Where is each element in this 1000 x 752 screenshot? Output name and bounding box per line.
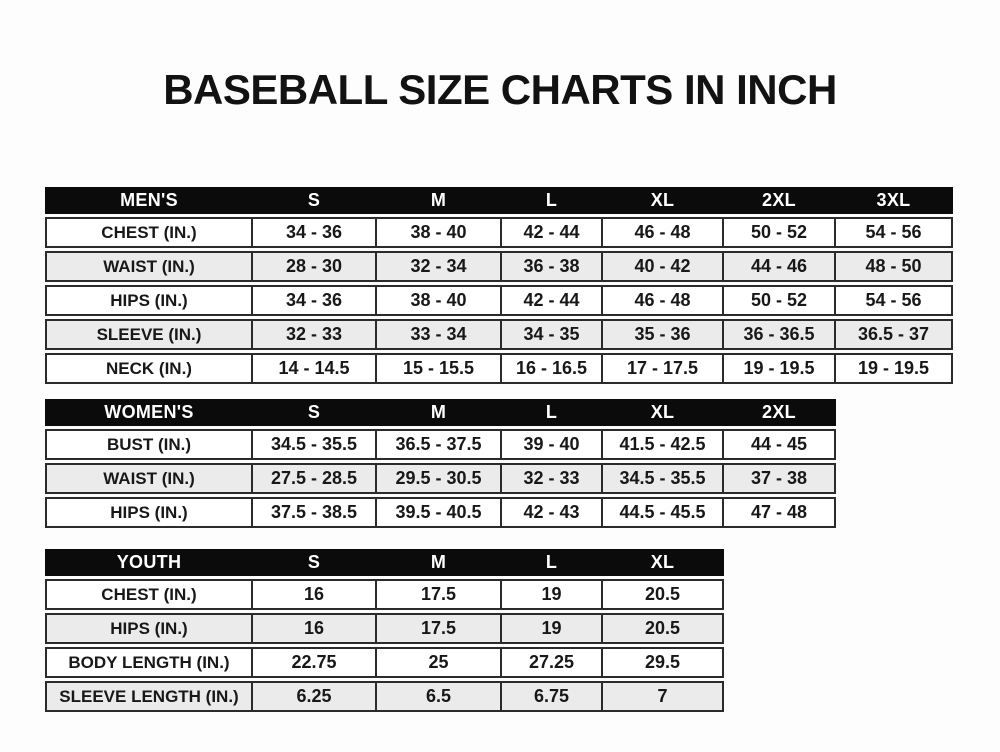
- womens-size-header: S: [253, 399, 377, 426]
- size-value-cell: 39.5 - 40.5: [377, 497, 502, 528]
- youth-size-header: XL: [603, 549, 724, 576]
- size-value-cell: 19 - 19.5: [724, 353, 836, 384]
- table-row: [45, 613, 724, 644]
- size-value-cell: 29.5: [603, 647, 724, 678]
- size-value-cell: 19: [502, 613, 603, 644]
- size-value-cell: 42 - 44: [502, 285, 603, 316]
- mens-size-header: XL: [603, 187, 724, 214]
- womens-size-table: [45, 396, 836, 531]
- table-row: [45, 681, 724, 712]
- size-value-cell: 34 - 36: [253, 285, 377, 316]
- size-value-cell: 28 - 30: [253, 251, 377, 282]
- size-value-cell: 39 - 40: [502, 429, 603, 460]
- youth-group-label: YOUTH: [45, 549, 253, 576]
- measurement-label: SLEEVE (IN.): [45, 319, 253, 350]
- size-value-cell: 27.5 - 28.5: [253, 463, 377, 494]
- size-value-cell: 16: [253, 613, 377, 644]
- size-value-cell: 34.5 - 35.5: [253, 429, 377, 460]
- size-value-cell: 17.5: [377, 579, 502, 610]
- size-value-cell: 6.75: [502, 681, 603, 712]
- size-value-cell: 54 - 56: [836, 285, 953, 316]
- table-row: [45, 285, 953, 316]
- size-value-cell: 25: [377, 647, 502, 678]
- size-value-cell: 34 - 35: [502, 319, 603, 350]
- size-value-cell: 34.5 - 35.5: [603, 463, 724, 494]
- table-row: [45, 497, 836, 528]
- size-value-cell: 35 - 36: [603, 319, 724, 350]
- size-value-cell: 50 - 52: [724, 217, 836, 248]
- size-value-cell: 47 - 48: [724, 497, 836, 528]
- page-title: BASEBALL SIZE CHARTS IN INCH: [163, 66, 837, 113]
- measurement-label: NECK (IN.): [45, 353, 253, 384]
- table-row: [45, 429, 836, 460]
- size-value-cell: 42 - 43: [502, 497, 603, 528]
- size-value-cell: 44 - 45: [724, 429, 836, 460]
- size-value-cell: 54 - 56: [836, 217, 953, 248]
- size-value-cell: 42 - 44: [502, 217, 603, 248]
- size-value-cell: 32 - 34: [377, 251, 502, 282]
- mens-size-header: 2XL: [724, 187, 836, 214]
- size-value-cell: 36 - 38: [502, 251, 603, 282]
- size-value-cell: 37 - 38: [724, 463, 836, 494]
- size-value-cell: 19 - 19.5: [836, 353, 953, 384]
- measurement-label: CHEST (IN.): [45, 579, 253, 610]
- size-value-cell: 6.25: [253, 681, 377, 712]
- size-value-cell: 44 - 46: [724, 251, 836, 282]
- mens-size-header: M: [377, 187, 502, 214]
- size-value-cell: 27.25: [502, 647, 603, 678]
- size-value-cell: 22.75: [253, 647, 377, 678]
- size-value-cell: 37.5 - 38.5: [253, 497, 377, 528]
- size-value-cell: 46 - 48: [603, 217, 724, 248]
- measurement-label: BUST (IN.): [45, 429, 253, 460]
- size-value-cell: 38 - 40: [377, 217, 502, 248]
- size-value-cell: 19: [502, 579, 603, 610]
- size-value-cell: 32 - 33: [502, 463, 603, 494]
- womens-header-row: [45, 399, 836, 426]
- measurement-label: HIPS (IN.): [45, 285, 253, 316]
- mens-group-label: MEN'S: [45, 187, 253, 214]
- mens-header-row: [45, 187, 953, 214]
- table-row: [45, 353, 953, 384]
- size-value-cell: 16 - 16.5: [502, 353, 603, 384]
- mens-size-header: S: [253, 187, 377, 214]
- measurement-label: HIPS (IN.): [45, 497, 253, 528]
- table-row: [45, 463, 836, 494]
- table-row: [45, 251, 953, 282]
- size-value-cell: 44.5 - 45.5: [603, 497, 724, 528]
- youth-size-header: M: [377, 549, 502, 576]
- size-value-cell: 50 - 52: [724, 285, 836, 316]
- youth-header-row: [45, 549, 724, 576]
- table-row: [45, 217, 953, 248]
- size-value-cell: 16: [253, 579, 377, 610]
- table-row: [45, 579, 724, 610]
- size-value-cell: 46 - 48: [603, 285, 724, 316]
- size-value-cell: 32 - 33: [253, 319, 377, 350]
- womens-size-header: XL: [603, 399, 724, 426]
- womens-group-label: WOMEN'S: [45, 399, 253, 426]
- youth-size-header: S: [253, 549, 377, 576]
- measurement-label: HIPS (IN.): [45, 613, 253, 644]
- measurement-label: CHEST (IN.): [45, 217, 253, 248]
- size-value-cell: 20.5: [603, 579, 724, 610]
- size-value-cell: 17.5: [377, 613, 502, 644]
- youth-size-table: [45, 546, 724, 715]
- mens-size-header: L: [502, 187, 603, 214]
- size-value-cell: 29.5 - 30.5: [377, 463, 502, 494]
- size-value-cell: 41.5 - 42.5: [603, 429, 724, 460]
- size-value-cell: 6.5: [377, 681, 502, 712]
- womens-size-header: L: [502, 399, 603, 426]
- measurement-label: WAIST (IN.): [45, 463, 253, 494]
- table-row: [45, 647, 724, 678]
- size-value-cell: 14 - 14.5: [253, 353, 377, 384]
- size-value-cell: 40 - 42: [603, 251, 724, 282]
- size-value-cell: 38 - 40: [377, 285, 502, 316]
- size-value-cell: 48 - 50: [836, 251, 953, 282]
- table-row: [45, 319, 953, 350]
- size-value-cell: 20.5: [603, 613, 724, 644]
- size-value-cell: 7: [603, 681, 724, 712]
- womens-size-header: M: [377, 399, 502, 426]
- size-value-cell: 36 - 36.5: [724, 319, 836, 350]
- size-value-cell: 34 - 36: [253, 217, 377, 248]
- womens-size-header: 2XL: [724, 399, 836, 426]
- mens-size-table: [45, 184, 953, 387]
- size-value-cell: 36.5 - 37: [836, 319, 953, 350]
- size-value-cell: 33 - 34: [377, 319, 502, 350]
- size-value-cell: 15 - 15.5: [377, 353, 502, 384]
- size-value-cell: 36.5 - 37.5: [377, 429, 502, 460]
- measurement-label: WAIST (IN.): [45, 251, 253, 282]
- size-value-cell: 17 - 17.5: [603, 353, 724, 384]
- youth-size-header: L: [502, 549, 603, 576]
- mens-size-header: 3XL: [836, 187, 953, 214]
- measurement-label: SLEEVE LENGTH (IN.): [45, 681, 253, 712]
- measurement-label: BODY LENGTH (IN.): [45, 647, 253, 678]
